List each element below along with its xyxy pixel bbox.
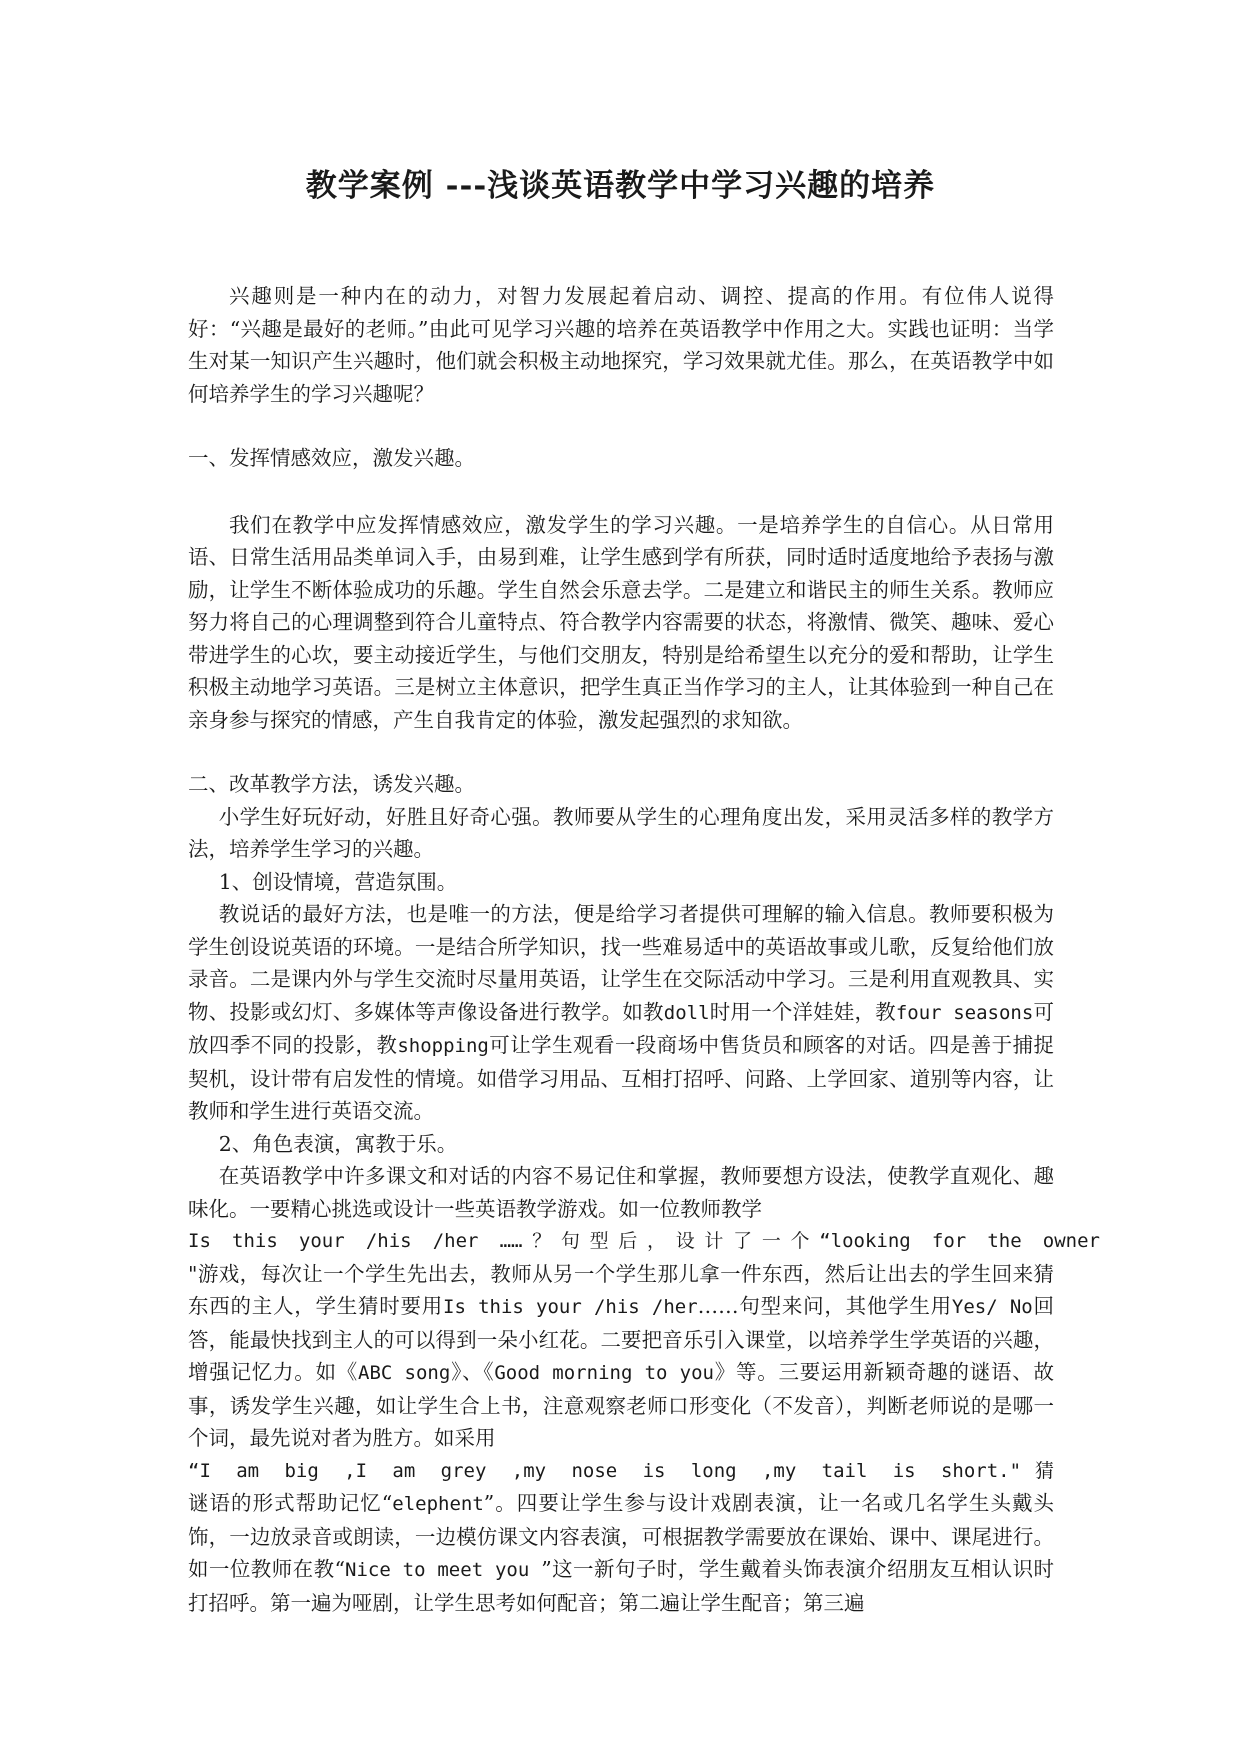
document-body <box>188 280 1100 1619</box>
subheading-2: 2、角色表演，寓教于乐。 <box>218 1131 458 1156</box>
paragraph-spacer <box>188 736 1054 768</box>
english-term: shopping <box>397 1035 489 1057</box>
english-term: doll <box>663 1001 710 1024</box>
subsection-1-paragraph <box>188 898 1054 1128</box>
paragraph-spacer <box>188 410 1054 442</box>
paragraph-text: 可让学生观看一段商场中售货员和顾客的对话。四是善于捕捉契机，设计带有启发性的情境。如借学习用品、互相打招呼、问路、上学回家、道别等内容，让教师和学生进行英语交流。 <box>188 1033 1055 1123</box>
section-1-paragraph: 我们在教学中应发挥情感效应，激发学生的学习兴趣。一是培养学生的自信心。从日常用语、日常生活用品类单词入手，由易到难，让学生感到学有所获，同时适时适度地给予表扬与激励，让学生不断体验成功的乐趣。学生自然会乐意去学。二是建立和谐民主的师生关系。教师应努力将自己的心理调整到符合儿童特点、符合教学内容需要的状态，将激情、微笑、趣味、爱心带进学生的心坎，要主动接近学生，与他们交朋友，特别是给希望生以充分的爱和帮助，让学生积极主动地学习英语。三是树立主体意识，把学生真正当作学习的主人，让其体验到一种自己在亲身参与探究的情感，产生自我肯定的体验，激发起强烈的求知欲。 <box>188 512 1054 732</box>
paragraph-text: ……句型来问，其他学生用 <box>697 1294 952 1318</box>
paragraph-text: 可放四季不同的投影，教 <box>188 999 1054 1057</box>
english-term: Nice to meet you <box>345 1559 542 1581</box>
english-term: elephent <box>392 1493 484 1515</box>
section-heading-2: 二、改革教学方法，诱发兴趣。 <box>188 772 475 796</box>
paragraph-text: ”这一新句子时，学生戴着头饰表演介绍朋友互相认识时打招呼。第一遍为哑剧，让学生思考如何配音；第二遍让学生配音；第三遍 <box>188 1557 1054 1615</box>
subsection-2-paragraph-a: 在英语教学中许多课文和对话的内容不易记住和掌握，教师要想方设法，使教学直观化、趣味化。一要精心挑选或设计一些英语教学游戏。如一位教师教学 <box>188 1164 1054 1221</box>
section-2-intro-paragraph: 小学生好玩好动，好胜且好奇心强。教师要从学生的心理角度出发，采用灵活多样的教学方法，培养学生学习的兴趣。 <box>188 804 1054 861</box>
paragraph-text: 谜语的形式帮助记忆“ <box>188 1491 393 1515</box>
paragraph-text: 回答，能最快找到主人的可以得到一朵小红花。二要把音乐引入课堂，以培养学生学英语的兴趣，增强记忆力。如《 <box>188 1294 1054 1384</box>
subsection-2-paragraph-b <box>188 1258 1054 1455</box>
paragraph-text: 教说话的最好方法，也是唯一的方法，便是给学习者提供可理解的输入信息。教师要积极为学生创设说英语的环境。一是结合所学知识，找一些难易适中的英语故事或儿歌，反复给他们放录音。二是课内外与学生交流时尽量用英语，让学生在交际活动中学习。三是利用直观教具、实物、投影或幻灯、多媒体等声像设备进行教学。如教 <box>188 902 1054 1024</box>
english-term: ABC song <box>358 1362 451 1384</box>
paragraph-text: 》等。三要运用新颖奇趣的谜语、故事，诱发学生兴趣，如让学生合上书，注意观察老师口形变化（不发音），判断老师说的是哪一个词，最先说对者为胜方。如采用 <box>188 1360 1055 1450</box>
paragraph-text: "游戏，每次让一个学生先出去，教师从另一个学生那儿拿一件东西，然后让出去的学生回来猜东西的主人，学生猜时要用 <box>188 1261 1054 1318</box>
page-title: 教学案例 ---浅谈英语教学中学习兴趣的培养 <box>305 168 936 204</box>
english-term: four seasons <box>895 1001 1034 1024</box>
paragraph-text: 时用一个洋娃娃，教 <box>709 999 896 1024</box>
paragraph-text: ”。四要让学生参与设计戏剧表演，让一名或几名学生头戴头饰，一边放录音或朗读，一边模仿课文内容表演，可根据教学需要放在课始、课中、课尾进行。如一位教师在教“ <box>188 1491 1054 1581</box>
paragraph-spacer <box>188 475 1054 509</box>
subheading-1: 1、创设情境，营造氛围。 <box>218 869 458 894</box>
english-term: Is this your /his /her <box>443 1296 698 1318</box>
english-term: Good morning to you <box>494 1362 714 1384</box>
english-term: Yes/ No <box>951 1296 1033 1318</box>
subsection-2-paragraph-c <box>188 1487 1054 1619</box>
intro-paragraph: 兴趣则是一种内在的动力，对智力发展起着启动、调控、提高的作用。有位伟人说得好：“兴趣是最好的老师。”由此可见学习兴趣的培养在英语教学中作用之大。实践也证明：当学生对某一知识产生兴趣时，他们就会积极主动地探究，学习效果就尤佳。那么，在英语教学中如何培养学生的学习兴趣呢？ <box>188 284 1054 406</box>
english-example-line-game: Is this your /his /her ……？句型后，设计了一个“looking for the owner <box>188 1230 1100 1252</box>
english-example-line-riddle: “I am big ,I am grey ,my nose is long ,my tail is short."猜 <box>188 1459 1054 1482</box>
paragraph-text: 》、《 <box>450 1360 495 1384</box>
section-heading-1: 一、发挥情感效应，激发兴趣。 <box>188 446 475 470</box>
